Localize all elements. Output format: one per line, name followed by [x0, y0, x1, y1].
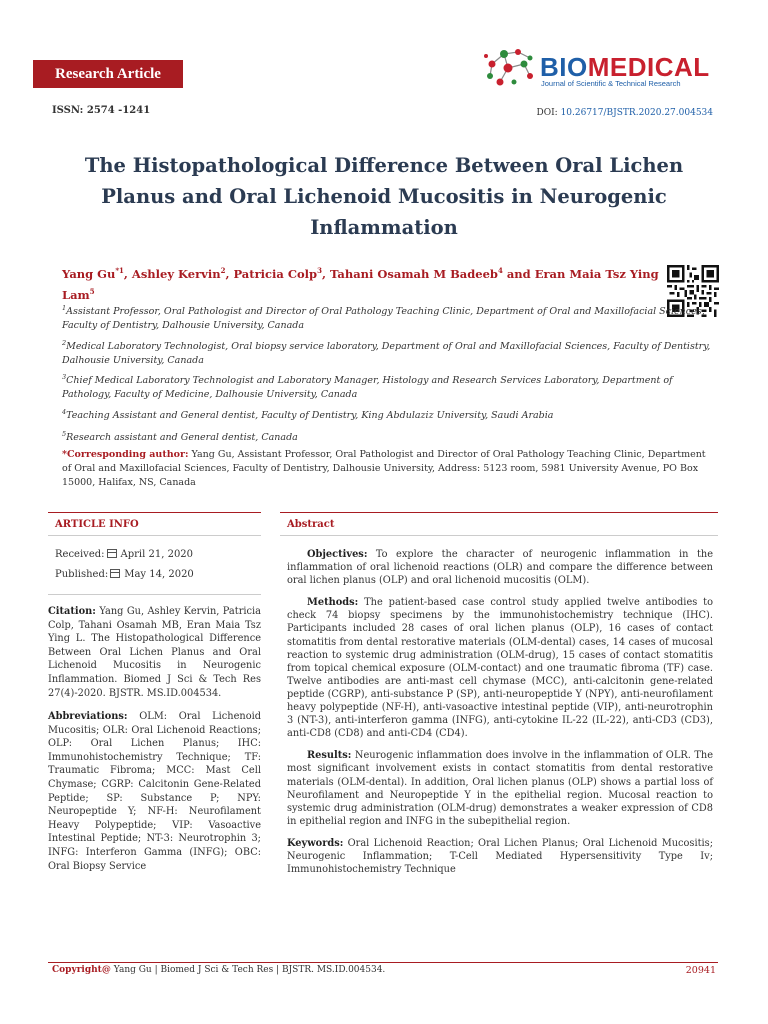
abstract-rule: [280, 512, 718, 513]
logo-subtitle: Journal of Scientific & Technical Research: [541, 79, 681, 88]
abstract-keywords: Keywords: Oral Lichenoid Reaction; Oral Lichen Planus; Oral Lichenoid Mucositis; Neurogenic Inflammation; T-Cell Mediated Hypersensitivity Type Iv; Immunohistochemistry Technique: [287, 837, 713, 876]
published-date: Published: May 14, 2020: [55, 569, 194, 580]
author-affiliation-mark: *1: [115, 266, 124, 275]
article-info-divider: [48, 535, 261, 536]
affiliation-3: $^3$Chief Medical Laboratory Technologist and Laboratory Manager, Histology and Research Services Laboratory, Department of Pathology, Faculty of Medicine, Dalhousie University, Canada: [62, 373, 673, 401]
article-type-badge: Research Article: [33, 60, 183, 88]
author-affiliation-mark: 3: [317, 266, 322, 275]
affiliation-5: $^5$Research assistant and General dentist, Canada: [62, 430, 298, 444]
abstract-divider: [280, 535, 718, 536]
doi-link[interactable]: 10.26717/BJSTR.2020.27.004534: [560, 108, 713, 118]
issn: ISSN: 2574 -1241: [52, 105, 151, 116]
author-name: Eran Maia Tsz Ying Lam: [62, 266, 659, 302]
corresponding-author: *Corresponding author: Yang Gu, Assistant Professor, Oral Pathologist and Director of Oral Pathology Teaching Clinic, Department of Oral and Maxillofacial Sciences, Faculty of Dentistry, Dalhousie University, Address: 5123 room, 5981 University Avenue, PO Box 15000, Halifax, NS, Canada: [62, 449, 706, 488]
footer-rule: [48, 962, 718, 963]
abbreviations: Abbreviations: OLM: Oral Lichenoid Mucositis; OLR: Oral Lichenoid Reactions; OLP: Oral Lichen Planus; IHC: Immunohistochemistry Technique; TF: Traumatic Fibroma; MCC: Mast Cell Chymase; CGRP: Calcitonin Gene-Related Peptide; SP: Substance P; NPY: Neuropeptide Y; NF-H: Neurofilament Heavy Polypeptide; VIP: Vasoactive Intestinal Peptide; NT-3: Neurotrophin 3; INFG: Interferon Gamma (INFG); OBC: Oral Biopsy Service: [48, 711, 261, 872]
author-name: Tahani Osamah M Badeeb: [329, 266, 498, 281]
abstract-objectives: Objectives: To explore the character of neurogenic inflammation in the inflammation of oral lichenoid reactions (OLR) and compare the difference between oral lichen planus (OLP) and oral lichenoid mucositis (OLM).: [287, 549, 713, 587]
affiliation-1: $^1$Assistant Professor, Oral Pathologist and Director of Oral Pathology Teaching Clinic, Department of Oral and Maxillofacial Sciences, Faculty of Dentistry, Dalhousie University, Canada: [62, 304, 705, 332]
author-name: Patricia Colp: [233, 266, 318, 281]
abstract-body: [287, 548, 713, 885]
footer-copyright: Copyright@ Yang Gu | Biomed J Sci & Tech Res | BJSTR. MS.ID.004534.: [52, 965, 386, 975]
author-list: Yang Gu$^{*1}$, Ashley Kervin$^2$, Patricia Colp$^3$, Tahani Osamah M Badeeb$^4$ and Eran Maia Tsz Ying Lam$^5$: [62, 266, 659, 302]
article-info-heading: ARTICLE INFO: [55, 519, 139, 530]
author-name: Ashley Kervin: [131, 266, 221, 281]
article-title: The Histopathological Difference Between Oral Lichen Planus and Oral Lichenoid Mucositis in Neurogenic Inflammation: [84, 154, 684, 239]
author-affiliation-mark: 2: [220, 266, 226, 275]
calendar-icon: [110, 569, 120, 578]
author-affiliation-mark: 4: [497, 266, 503, 275]
dates-divider: [48, 594, 261, 595]
author-name: Yang Gu: [62, 266, 116, 281]
molecule-logo-icon: [480, 42, 540, 92]
doi: DOI: 10.26717/BJSTR.2020.27.004534: [536, 108, 713, 118]
abstract-heading: Abstract: [287, 519, 335, 530]
logo-wordmark: BIOMEDICAL: [540, 52, 710, 82]
abstract-results: Results: Neurogenic inflammation does involve in the inflammation of OLR. The most significant involvement exists in contact stomatitis from dental restorative materials (OLM-dental). In addition, Oral lichen planus (OLP) shows a partial loss of Neurofilament and Neuropeptide Y in the epithelial region. Mucosal reaction to systemic drug administration (OLM-drug) demonstrates a weaker expression of CD8 in epithelial region and INFG in the subepithelial region.: [287, 750, 713, 827]
article-info-rule: [48, 512, 261, 513]
page-number: 20941: [685, 965, 716, 976]
journal-logo: [480, 42, 725, 92]
author-affiliation-mark: 5: [89, 286, 95, 296]
affiliation-2: $^2$Medical Laboratory Technologist, Oral biopsy service laboratory, Department of Oral and Maxillofacial Sciences, Faculty of Dentistry, Dalhousie University, Canada: [62, 339, 711, 367]
received-date: Received: April 21, 2020: [55, 549, 194, 560]
calendar-icon: [107, 549, 117, 558]
affiliation-4: $^4$Teaching Assistant and General dentist, Faculty of Dentistry, King Abdulaziz University, Saudi Arabia: [62, 408, 554, 422]
abstract-methods: Methods: The patient-based case control study applied twelve antibodies to check 74 biopsy specimens by the immunohistochemistry technique (IHC). Participants included 28 cases of oral lichen planus (OLP), 16 cases of contact stomatitis from dental restorative materials (OLM-dental) cases, 14 cases of mucosal reaction to systemic drug administration (OLM-drug), 15 cases of contact stomatitis from topical chemical exposure (OLM-contact) and one traumatic fibroma (TF) case. Twelve antibodies are anti-mast cell chymase (MCC), anti-calcitonin gene-related peptide (CGRP), anti-substance P (SP), anti-neuropeptide Y (NPY), anti-neurofilament heavy polypeptide (NF-H), anti-vasoactive intestinal peptide (VIP), anti-neurotrophin 3 (NT-3), anti-interferon gamma (INFG), anti-cytokine IL-22 (IL-22), anti-CD3 (CD3), anti-CD8 (CD8) and anti-CD4 (CD4).: [287, 597, 713, 740]
citation: Citation: Yang Gu, Ashley Kervin, Patricia Colp, Tahani Osamah MB, Eran Maia Tsz Ying L. The Histopathological Difference Between Oral Lichen Planus and Oral Lichenoid Mucositis in Neurogenic Inflammation. Biomed J Sci & Tech Res 27(4)-2020. BJSTR. MS.ID.004534.: [48, 606, 261, 699]
